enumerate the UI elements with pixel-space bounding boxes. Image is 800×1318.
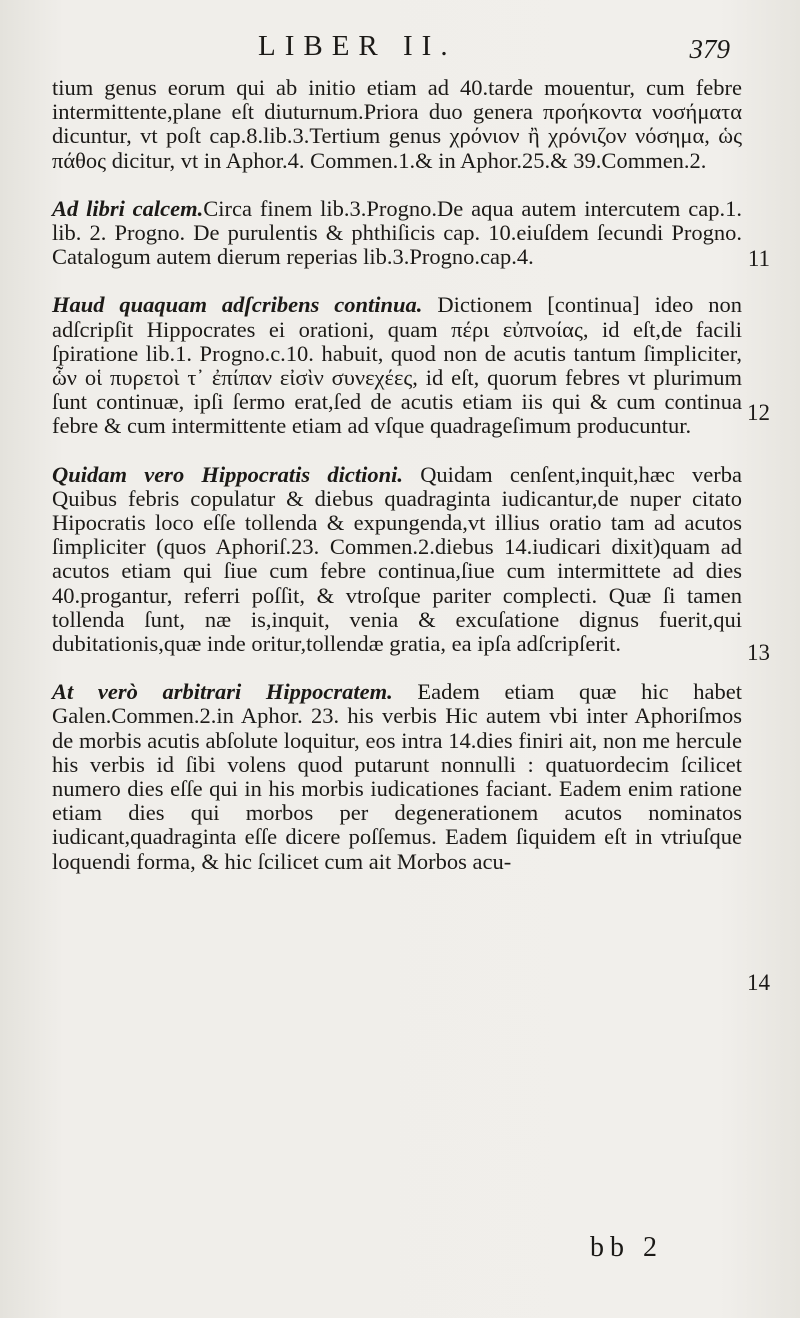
page-number: 379 (689, 34, 730, 64)
paragraph-lemma: Ad libri calcem. (52, 195, 204, 221)
commentary-paragraph (52, 293, 742, 438)
commentary-paragraph (52, 680, 742, 874)
paragraph-text: Eadem etiam quæ hic habet Galen.Commen.2.in Aphor. 23. his verbis Hic autem vbi inter Aphoriſmos de morbis acutis abſolute loquitur, eos intra 14.dies finiri ait, non me hercule his verbis id ſibi volens quod putarunt nonnulli : quatuordecim ſcilicet numero dies eſſe qui in his morbis iudicationes faciant. Eadem enim ratione etiam dies qui morbos per degenerationem acutos nominatos iudicant,quadraginta eſſe dicere poſſemus. Eadem ſiquidem eſt in vtriuſque loquendi forma, & hic ſcilicet cum ait Morbos acu- (52, 679, 743, 874)
paragraph-lemma: At verò arbitrari Hippocratem. (52, 679, 393, 705)
commentary-paragraph (52, 197, 742, 270)
paragraph-number: 14 (747, 970, 770, 995)
paragraph-text: Circa finem lib.3.Progno.De aqua autem intercutem cap.1. lib. 2. Progno. De purulentis & phthiſicis cap. 10.eiuſdem ſecundi Progno. Catalogum autem dierum reperias lib.3.Progno.cap.4. (52, 195, 742, 270)
commentary-paragraph (52, 76, 742, 173)
paragraph-number: 11 (747, 246, 770, 271)
running-title: LIBER II. (258, 30, 457, 62)
page-header (0, 30, 800, 70)
paragraph-text: Dictionem [continua] ideo non adſcripſit Hippocrates ei orationi, quam πέρι εὐπνοίας, id eſt,de facili ſpiratione lib.1. Progno.c.10. habuit, quod non de acutis tantum ſimpliciter, ὧν οἱ πυρετοὶ τ᾽ ἐπίπαν εἰσὶν συνεχέες, id eſt, quorum febres vt plurimum ſunt continuæ, ipſi ſermo erat,ſed de acutis etiam iis qui & cum continua febre & cum intermittente etiam ad vſque quadrageſimum producuntur. (52, 292, 742, 439)
commentary-paragraph (52, 463, 742, 657)
paragraph-lemma: Quidam vero Hippocratis dictioni. (52, 461, 403, 487)
paragraph-number: 13 (747, 640, 770, 665)
paragraph-text: tium genus eorum qui ab initio etiam ad 40.tarde mouentur, cum febre intermittente,plane eſt diuturnum.Priora duo genera προήκοντα νοσήματα dicuntur, vt poſt cap.8.lib.3.Tertium genus χρόνιον ἢ χρόνιζον νόσημα, ὡς πάθος dicitur, vt in Aphor.4. Commen.1.& in Aphor.25.& 39.Commen.2. (52, 75, 742, 173)
signature-mark: bb 2 (590, 1232, 663, 1263)
paragraph-lemma: Haud quaquam adſcribens continua. (52, 292, 423, 318)
paragraph-text: Quidam cenſent,inquit,hæc verba Quibus febris copulatur & diebus quadraginta iudicantur,de nuper citato Hipocratis loco eſſe tollenda & expungenda,vt illius oratio tam ad acutos ſimpliciter (quos Aphoriſ.23. Commen.2.diebus 14.iudicari dixit)quam ad acutos etiam qui ſiue cum febre continua,ſiue cum intermittete ad dies 40.progantur, referri poſſit, & vtroſque pariter complecti. Quæ ſi tamen tollenda ſunt, næ is,inquit, venia & excuſatione dignus fuerit,qui dubitationis,quæ inde oritur,tollendæ gratia, ea ipſa adſcripſerit. (52, 461, 742, 657)
paragraph-number: 12 (747, 400, 770, 425)
body-text (52, 76, 742, 874)
